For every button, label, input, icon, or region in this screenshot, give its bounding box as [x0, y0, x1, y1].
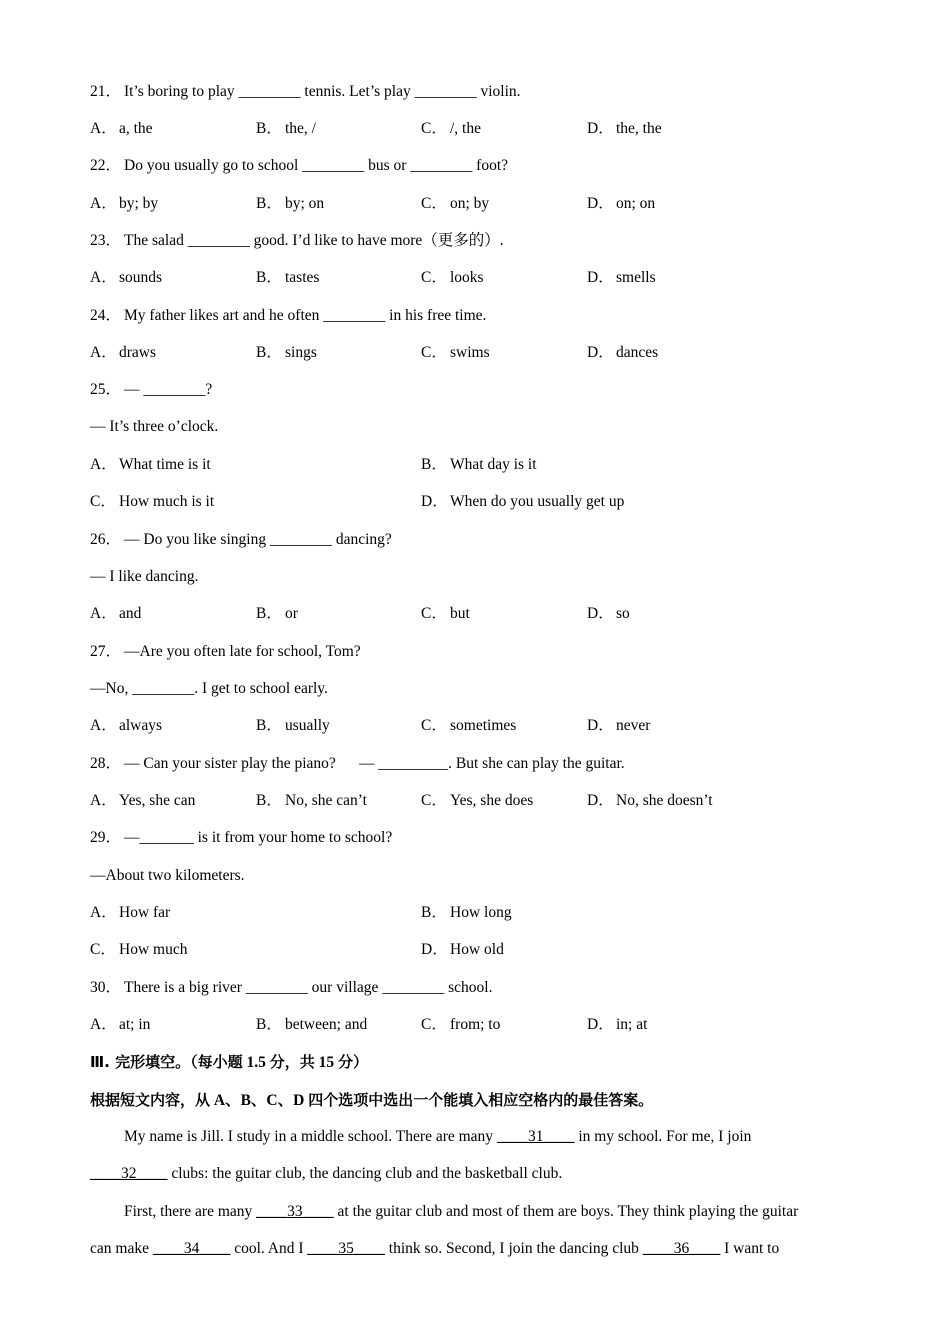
- question-21-options: [90, 119, 662, 139]
- question-26-stem: 26． — Do you like singing ________ dancing?: [90, 531, 392, 548]
- option-a[interactable]: A． at; in: [90, 1016, 151, 1033]
- option-b[interactable]: B． sings: [256, 344, 317, 361]
- option-a[interactable]: A． always: [90, 717, 163, 734]
- question-25-stem: 25． — ________?: [90, 381, 213, 398]
- option-c[interactable]: C． /, the: [421, 120, 481, 137]
- question-25-reply: — It’s three o’clock.: [90, 418, 219, 435]
- option-a[interactable]: A． Yes, she can: [90, 792, 196, 809]
- option-c[interactable]: C． looks: [421, 269, 484, 286]
- passage-line-2: ____32____ clubs: the guitar club, the dancing club and the basketball club.: [90, 1165, 563, 1182]
- question-25-options-cd: [90, 492, 625, 512]
- blank-34[interactable]: ____34____: [152, 1240, 231, 1257]
- option-b[interactable]: B． by; on: [256, 195, 325, 212]
- question-21-stem: 21． It’s boring to play ________ tennis. Let’s play ________ violin.: [90, 83, 521, 100]
- question-26-options: [90, 604, 630, 624]
- option-c[interactable]: C． from; to: [421, 1016, 501, 1033]
- question-29-options-ab: [90, 903, 512, 923]
- question-24-options: [90, 343, 659, 363]
- option-b[interactable]: B． How long: [421, 904, 512, 921]
- question-26-reply: — I like dancing.: [90, 568, 199, 585]
- section-heading: Ⅲ. 完形填空。（每小题 1.5 分，共 15 分）: [90, 1053, 369, 1071]
- passage-line-1: My name is Jill. I study in a middle school. There are many ____31____ in my school. For me, I join: [124, 1128, 752, 1145]
- question-22-options: [90, 194, 656, 214]
- option-d[interactable]: D． in; at: [587, 1016, 648, 1033]
- option-d[interactable]: D． dances: [587, 344, 659, 361]
- option-d[interactable]: D． the, the: [587, 120, 662, 137]
- question-23-options: [90, 268, 656, 288]
- question-30-stem: 30． There is a big river ________ our village ________ school.: [90, 979, 493, 996]
- option-a[interactable]: A． by; by: [90, 195, 159, 212]
- option-a[interactable]: A． draws: [90, 344, 157, 361]
- option-c[interactable]: C． but: [421, 605, 470, 622]
- option-a[interactable]: A． How far: [90, 904, 171, 921]
- option-b[interactable]: B． or: [256, 605, 298, 622]
- option-b[interactable]: B． usually: [256, 717, 330, 734]
- blank-36[interactable]: ____36____: [642, 1240, 721, 1257]
- question-27-reply: —No, ________. I get to school early.: [90, 680, 328, 697]
- passage-line-4: can make ____34____ cool. And I ____35____ think so. Second, I join the dancing club ____36____ I want to: [90, 1240, 780, 1257]
- option-c[interactable]: C． Yes, she does: [421, 792, 534, 809]
- option-a[interactable]: A． a, the: [90, 120, 153, 137]
- blank-31[interactable]: ____31____: [496, 1128, 575, 1145]
- option-d[interactable]: D． smells: [587, 269, 656, 286]
- option-d[interactable]: D． No, she doesn’t: [587, 792, 713, 809]
- question-25-options-ab: [90, 455, 537, 475]
- option-d[interactable]: D． How old: [421, 941, 504, 958]
- option-d[interactable]: D． never: [587, 717, 651, 734]
- question-24-stem: 24． My father likes art and he often ________ in his free time.: [90, 307, 487, 324]
- blank-35[interactable]: ____35____: [307, 1240, 385, 1257]
- blank-32[interactable]: ____32____: [90, 1165, 168, 1182]
- option-d[interactable]: D． so: [587, 605, 630, 622]
- option-b[interactable]: B． the, /: [256, 120, 316, 137]
- option-a[interactable]: A． What time is it: [90, 456, 211, 473]
- question-23-stem: 23． The salad ________ good. I’d like to have more（更多的）.: [90, 232, 504, 249]
- question-29-options-cd: [90, 940, 504, 960]
- option-c[interactable]: C． on; by: [421, 195, 490, 212]
- question-27-stem: 27． —Are you often late for school, Tom?: [90, 643, 361, 660]
- option-c[interactable]: C． How much: [90, 941, 188, 958]
- option-b[interactable]: B． What day is it: [421, 456, 537, 473]
- option-c[interactable]: C． How much is it: [90, 493, 215, 510]
- blank-33[interactable]: ____33____: [256, 1203, 334, 1220]
- question-28-options: [90, 791, 713, 811]
- option-c[interactable]: C． swims: [421, 344, 490, 361]
- question-29-reply: —About two kilometers.: [90, 867, 245, 884]
- option-a[interactable]: A． and: [90, 605, 142, 622]
- option-b[interactable]: B． No, she can’t: [256, 792, 367, 809]
- passage-line-3: First, there are many ____33____ at the guitar club and most of them are boys. They think playing the guitar: [124, 1203, 799, 1220]
- question-30-options: [90, 1015, 648, 1035]
- question-29-stem: 29． —_______ is it from your home to school?: [90, 829, 393, 846]
- option-d[interactable]: D． on; on: [587, 195, 656, 212]
- option-d[interactable]: D． When do you usually get up: [421, 493, 625, 510]
- question-28-stem: 28． — Can your sister play the piano? — _________. But she can play the guitar.: [90, 755, 625, 772]
- question-22-stem: 22． Do you usually go to school ________ bus or ________ foot?: [90, 157, 509, 174]
- section-instruction: 根据短文内容，从 A、B、C、D 四个选项中选出一个能填入相应空格内的最佳答案。: [90, 1091, 654, 1109]
- option-b[interactable]: B． between; and: [256, 1016, 368, 1033]
- question-27-options: [90, 716, 651, 736]
- option-c[interactable]: C． sometimes: [421, 717, 517, 734]
- option-a[interactable]: A． sounds: [90, 269, 163, 286]
- option-b[interactable]: B． tastes: [256, 269, 320, 286]
